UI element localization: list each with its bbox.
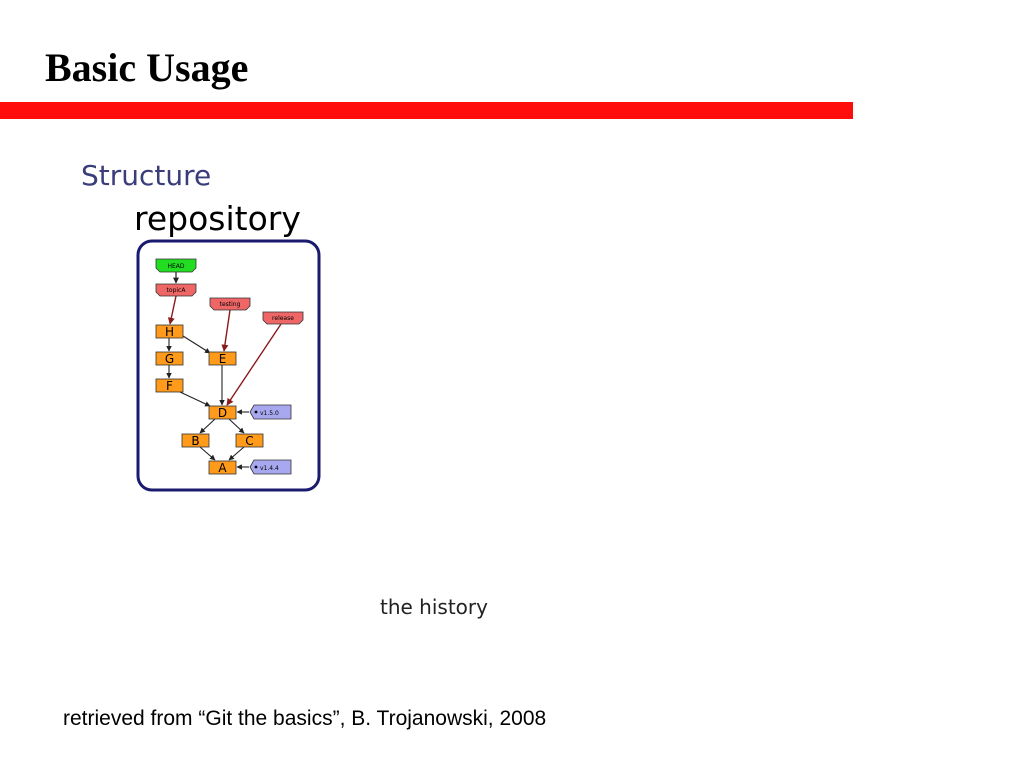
commit-a — [209, 461, 236, 475]
tag-v144-label: v1.4.4 — [260, 465, 279, 472]
tag-v144 — [250, 460, 291, 474]
head-label-text: HEAD — [167, 263, 185, 270]
branch-testing-label: testing — [219, 301, 241, 308]
commit-b — [182, 434, 209, 448]
head-label — [156, 259, 196, 272]
branch-topica — [156, 284, 196, 296]
title-divider — [0, 102, 853, 119]
commit-b-label: B — [191, 434, 200, 448]
history-caption: the history — [380, 595, 488, 619]
commit-g — [156, 352, 183, 366]
figure-heading: Structure — [81, 159, 212, 192]
repository-label: repository — [134, 199, 301, 238]
tag-v150-label: v1.5.0 — [260, 410, 279, 417]
slide-title: Basic Usage — [45, 45, 249, 90]
tag-v144-dot-icon — [255, 466, 258, 469]
commit-e-label: E — [218, 352, 227, 366]
tag-v150-dot-icon — [255, 411, 258, 414]
commit-a-label: A — [218, 461, 227, 475]
commit-c-label: C — [245, 434, 254, 448]
source-citation: retrieved from “Git the basics”, B. Trojanowski, 2008 — [63, 707, 547, 730]
commit-f-label: F — [166, 379, 173, 393]
branch-release — [263, 312, 303, 324]
commit-e — [209, 352, 236, 366]
git-history-diagram — [130, 236, 330, 498]
commit-f — [156, 379, 183, 393]
branch-topica-label: topicA — [166, 287, 186, 294]
commit-d-label: D — [217, 406, 228, 420]
branch-testing — [210, 298, 250, 310]
commit-c — [236, 434, 263, 448]
commit-d — [209, 406, 236, 420]
commit-h-label: H — [164, 325, 175, 339]
commit-g-label: G — [164, 352, 175, 366]
branch-release-label: release — [272, 315, 294, 322]
commit-h — [156, 325, 183, 339]
tag-v150 — [250, 405, 291, 419]
